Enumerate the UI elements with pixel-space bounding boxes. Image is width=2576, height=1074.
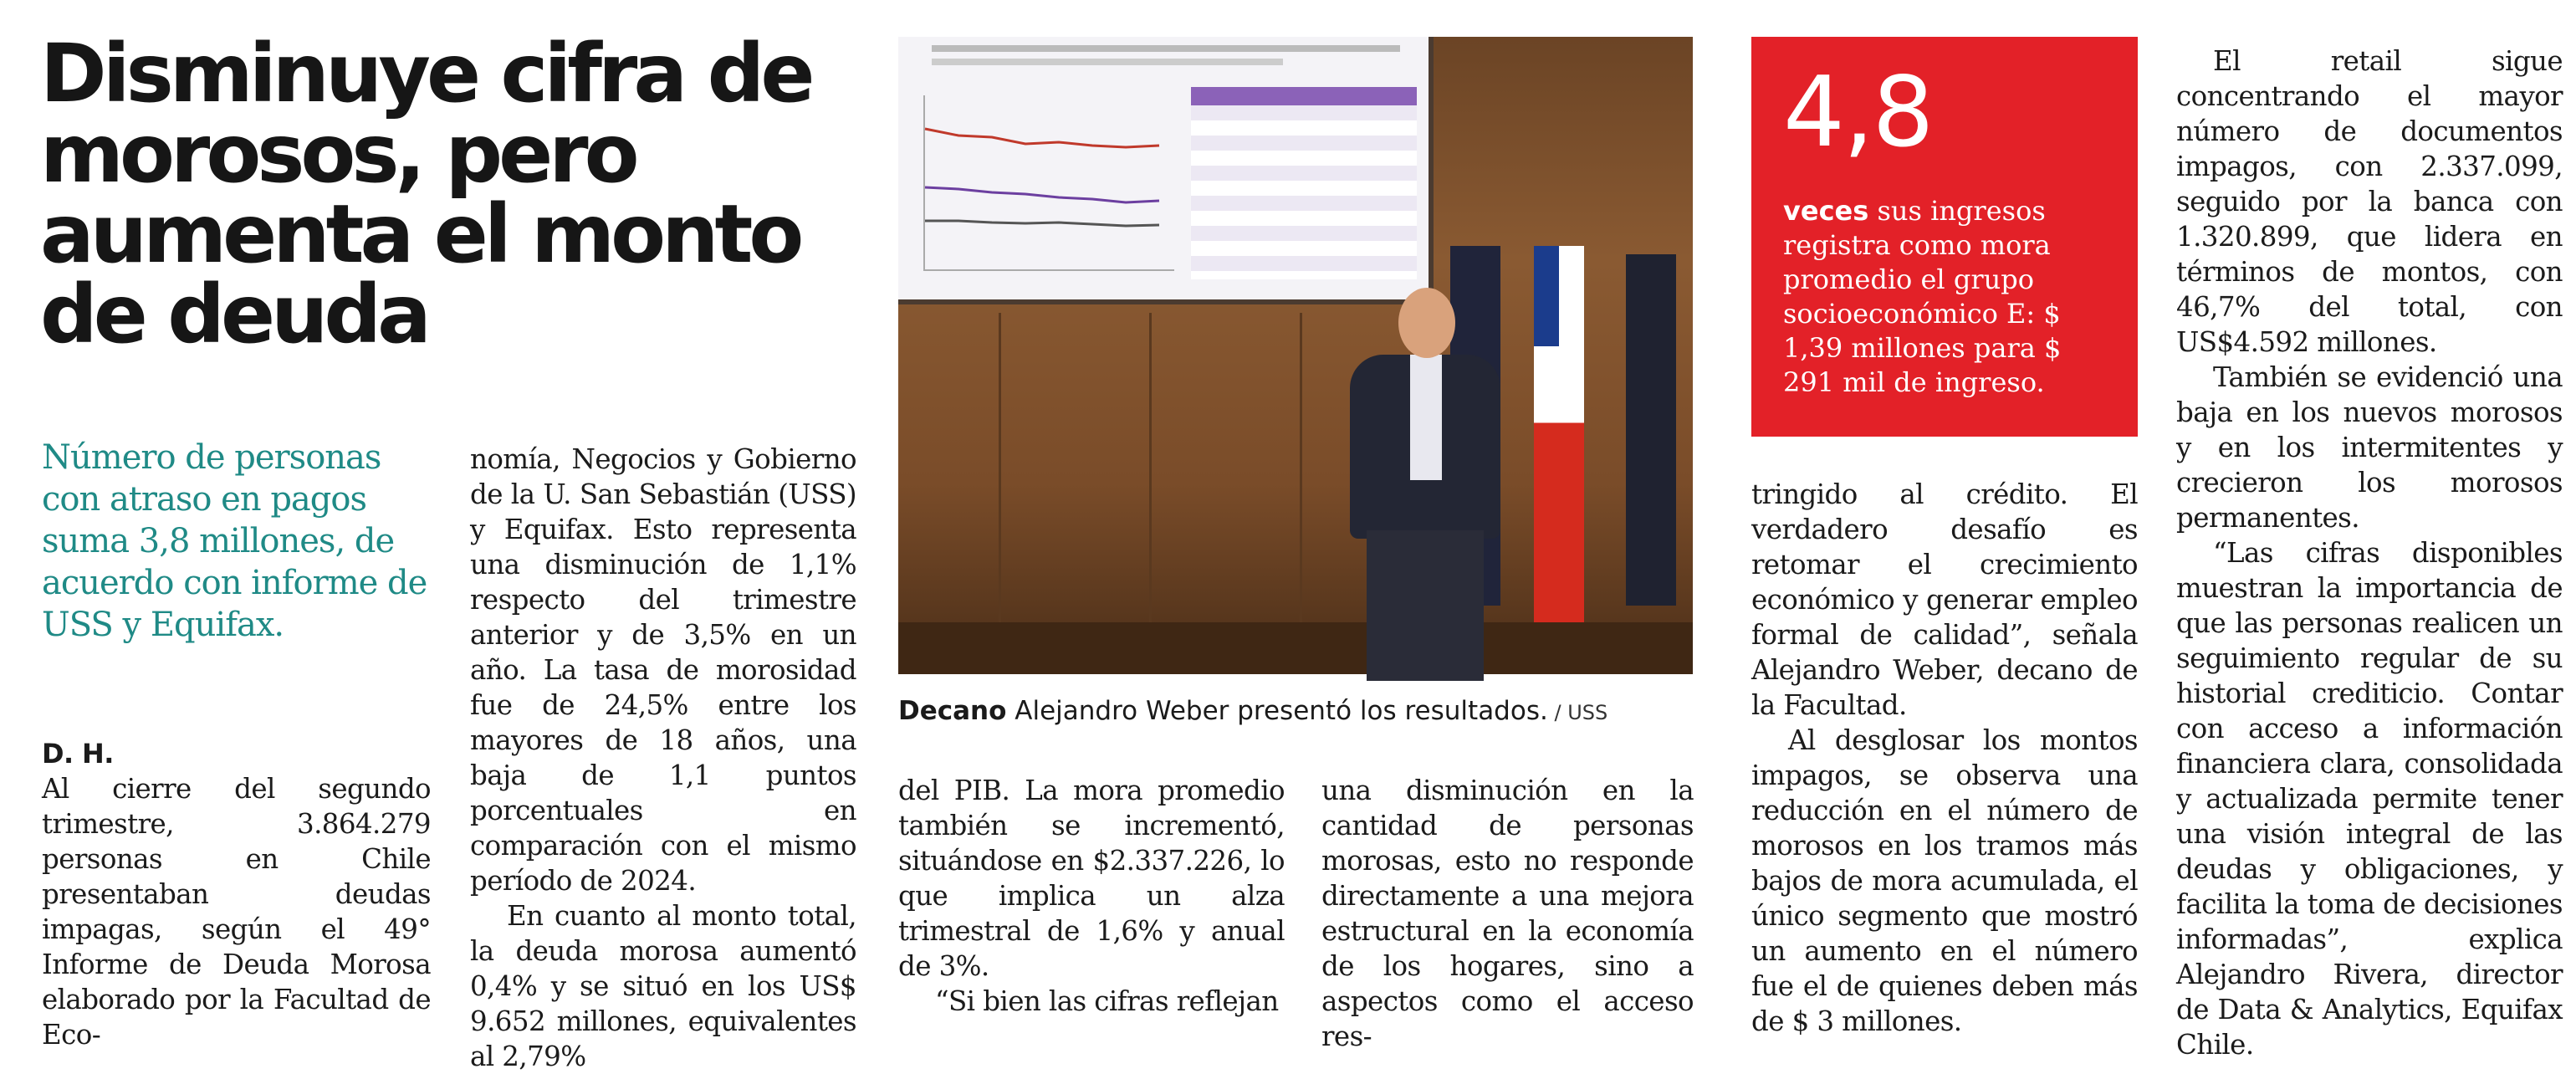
column-3-paragraph-2: “Si bien las cifras reflejan bbox=[935, 985, 1279, 1017]
caption-lead: Decano bbox=[898, 696, 1007, 726]
presentation-screen bbox=[898, 37, 1434, 304]
column-2-paragraph-1: nomía, Negocios y Gobierno de la U. San Sebastián (USS) y Equifax. Esto representa una disminución de 1,1% respecto del trimestre anterior y de 3,5% en un año. La tasa de morosidad fue de 24,5% entre los mayores de 18 años, una baja de 1,1 puntos porcentuales en comparación con el mismo período de 2024. bbox=[470, 443, 856, 897]
byline: D. H. bbox=[42, 738, 114, 770]
news-photo bbox=[898, 37, 1693, 674]
caption-source: / USS bbox=[1547, 701, 1608, 724]
article-column-4 bbox=[1321, 773, 1694, 1052]
column-5-paragraph-1: tringido al crédito. El verdadero desafío es retomar el crecimiento económico y generar empleo formal de calidad”, señala Alejandro Weber, decano de la Facultad. bbox=[1751, 478, 2138, 721]
column-3-paragraph-1: del PIB. La mora promedio también se incrementó, situándose en $2.337.226, lo que implica un alza trimestral de 1,6% y anual de 3%. bbox=[898, 775, 1285, 982]
article-column-1 bbox=[42, 736, 431, 1051]
factbox-body: sus ingresos registra como mora promedio el grupo socioeconómico E: $ 1,39 millones para $ 291 mil de ingreso. bbox=[1783, 195, 2062, 398]
headline: Disminuye cifra de morosos, pero aumenta el monto de deuda bbox=[40, 27, 811, 361]
deck-subtitle: Número de personas con atraso en pagos suma 3,8 millones, de acuerdo con informe de USS y Equifax. bbox=[42, 438, 427, 644]
factbox bbox=[1751, 37, 2138, 437]
column-5-paragraph-2: Al desglosar los montos impagos, se observa una reducción en el número de morosos en los tramos más bajos de mora acumulada, el único segmento que mostró un aumento en el número fue el de quienes deben más de $ 3 millones. bbox=[1751, 724, 2138, 1037]
article-column-6 bbox=[2176, 43, 2563, 1061]
screen-table bbox=[1191, 87, 1417, 279]
flag-chile bbox=[1534, 246, 1584, 639]
factbox-bold: veces bbox=[1783, 195, 1869, 227]
article-column-2 bbox=[470, 442, 856, 1072]
caption-text: Alejandro Weber presentó los resultados. bbox=[1006, 696, 1548, 726]
screen-chart bbox=[923, 95, 1174, 271]
factbox-text bbox=[1783, 194, 2106, 400]
article-column-3 bbox=[898, 773, 1285, 1017]
speaker bbox=[1333, 288, 1517, 681]
article-column-5 bbox=[1751, 477, 2138, 1037]
column-1-text: Al cierre del segundo trimestre, 3.864.279 personas en Chile presentaban deudas impagas, según el 49° Informe de Deuda Morosa elaborado por la Facultad de Eco- bbox=[42, 773, 431, 1051]
column-4-text: una disminución en la cantidad de personas morosas, esto no responde directamente a una mejora estructural en la economía de los hogares, sino a aspectos como el acceso res- bbox=[1321, 775, 1694, 1052]
flag-university bbox=[1626, 254, 1676, 606]
factbox-number: 4,8 bbox=[1783, 56, 1933, 169]
column-6-paragraph-2: También se evidenció una baja en los nuevos morosos y en los intermitentes y crecieron los morosos permanentes. bbox=[2176, 361, 2563, 534]
column-6-paragraph-1: El retail sigue concentrando el mayor número de documentos impagos, con 2.337.099, seguido por la banca con 1.320.899, que lidera en términos de montos, con 46,7% del total, con US$4.592 millones. bbox=[2176, 45, 2563, 358]
photo-caption bbox=[898, 694, 1693, 729]
column-2-paragraph-2: En cuanto al monto total, la deuda morosa aumentó 0,4% y se situó en los US$ 9.652 millones, equivalentes al 2,79% bbox=[470, 900, 856, 1072]
column-6-paragraph-3: “Las cifras disponibles muestran la importancia de que las personas realicen un seguimiento regular de su historial crediticio. Contar con acceso a información financiera clara, consolidada y actualizada permite tener una visión integral de las deudas y obligaciones, y facilita la toma de decisiones informadas”, explica Alejandro Rivera, director de Data & Analytics, Equifax Chile. bbox=[2176, 537, 2563, 1061]
